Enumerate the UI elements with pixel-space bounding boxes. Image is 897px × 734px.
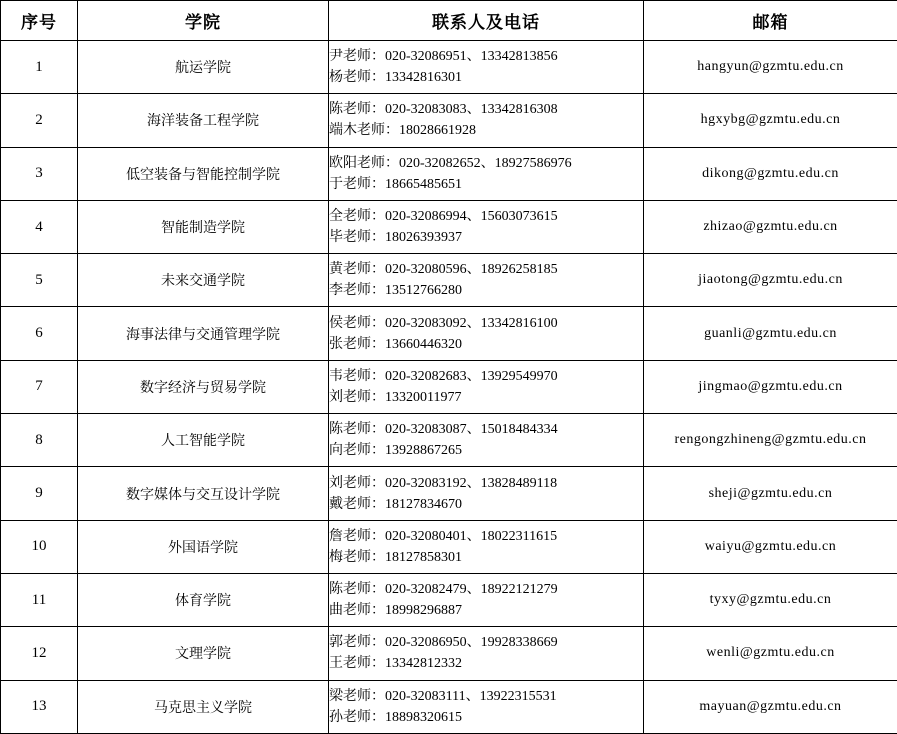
email-cell: tyxy@gzmtu.edu.cn bbox=[644, 573, 897, 626]
contact-cell bbox=[329, 573, 644, 626]
header-contact-phone: 联系人及电话 bbox=[329, 1, 644, 41]
email-cell: zhizao@gzmtu.edu.cn bbox=[644, 200, 897, 253]
row-number-cell: 3 bbox=[1, 147, 78, 200]
email-cell: waiyu@gzmtu.edu.cn bbox=[644, 520, 897, 573]
contact-line-1: 侯老师：020-32083092、13342816100 bbox=[329, 315, 558, 331]
contact-line-1: 刘老师：020-32083192、13828489118 bbox=[329, 475, 558, 491]
college-cell: 数字媒体与交互设计学院 bbox=[78, 467, 329, 520]
email-cell: wenli@gzmtu.edu.cn bbox=[644, 627, 897, 680]
college-cell: 文理学院 bbox=[78, 627, 329, 680]
email-cell: dikong@gzmtu.edu.cn bbox=[644, 147, 897, 200]
row-number-cell: 8 bbox=[1, 414, 78, 467]
contact-line-1: 欧阳老师：020-32082652、18927586976 bbox=[329, 155, 572, 171]
college-cell: 体育学院 bbox=[78, 573, 329, 626]
contact-line-2: 毕老师：18026393937 bbox=[329, 230, 462, 246]
table-row bbox=[1, 414, 897, 467]
email-cell: hgxybg@gzmtu.edu.cn bbox=[644, 94, 897, 147]
contact-line-1: 梁老师：020-32083111、13922315531 bbox=[329, 688, 557, 704]
row-number-cell: 2 bbox=[1, 94, 78, 147]
contact-cell bbox=[329, 680, 644, 733]
contact-line-2: 梅老师：18127858301 bbox=[329, 549, 462, 565]
contact-line-2: 戴老师：18127834670 bbox=[329, 496, 462, 512]
contact-cell bbox=[329, 627, 644, 680]
contact-line-2: 杨老师：13342816301 bbox=[329, 70, 462, 86]
college-cell: 海事法律与交通管理学院 bbox=[78, 307, 329, 360]
contact-line-1: 詹老师：020-32080401、18022311615 bbox=[329, 528, 558, 544]
row-number-cell: 10 bbox=[1, 520, 78, 573]
college-cell: 海洋装备工程学院 bbox=[78, 94, 329, 147]
contact-line-2: 端木老师：18028661928 bbox=[329, 123, 476, 139]
table-row bbox=[1, 467, 897, 520]
contact-line-1: 陈老师：020-32083083、13342816308 bbox=[329, 102, 558, 118]
contact-cell bbox=[329, 307, 644, 360]
college-cell: 外国语学院 bbox=[78, 520, 329, 573]
header-row bbox=[1, 1, 897, 41]
contact-line-2: 曲老师：18998296887 bbox=[329, 603, 462, 619]
college-cell: 智能制造学院 bbox=[78, 200, 329, 253]
contact-line-1: 全老师：020-32086994、15603073615 bbox=[329, 209, 558, 225]
contact-cell bbox=[329, 467, 644, 520]
row-number-cell: 13 bbox=[1, 680, 78, 733]
table-row bbox=[1, 41, 897, 94]
contact-line-1: 韦老师：020-32082683、13929549970 bbox=[329, 368, 558, 384]
contact-line-1: 郭老师：020-32086950、19928338669 bbox=[329, 635, 558, 651]
table-row bbox=[1, 520, 897, 573]
contact-line-2: 向老师：13928867265 bbox=[329, 443, 462, 459]
email-cell: rengongzhineng@gzmtu.edu.cn bbox=[644, 414, 897, 467]
row-number-cell: 1 bbox=[1, 41, 78, 94]
table-row bbox=[1, 680, 897, 733]
contact-cell bbox=[329, 94, 644, 147]
contact-cell bbox=[329, 360, 644, 413]
email-cell: mayuan@gzmtu.edu.cn bbox=[644, 680, 897, 733]
table-row bbox=[1, 360, 897, 413]
college-cell: 低空装备与智能控制学院 bbox=[78, 147, 329, 200]
contact-line-2: 刘老师：13320011977 bbox=[329, 389, 462, 405]
college-cell: 数字经济与贸易学院 bbox=[78, 360, 329, 413]
row-number-cell: 6 bbox=[1, 307, 78, 360]
email-cell: guanli@gzmtu.edu.cn bbox=[644, 307, 897, 360]
table-row bbox=[1, 147, 897, 200]
contact-line-1: 陈老师：020-32083087、15018484334 bbox=[329, 422, 558, 438]
row-number-cell: 5 bbox=[1, 254, 78, 307]
header-college: 学院 bbox=[78, 1, 329, 41]
contact-line-2: 李老师：13512766280 bbox=[329, 283, 462, 299]
contact-line-2: 张老师：13660446320 bbox=[329, 336, 462, 352]
contact-cell bbox=[329, 147, 644, 200]
college-cell: 马克思主义学院 bbox=[78, 680, 329, 733]
table-row bbox=[1, 254, 897, 307]
college-cell: 航运学院 bbox=[78, 41, 329, 94]
header-index: 序号 bbox=[1, 1, 78, 41]
email-cell: sheji@gzmtu.edu.cn bbox=[644, 467, 897, 520]
contact-line-2: 王老师：13342812332 bbox=[329, 656, 462, 672]
row-number-cell: 7 bbox=[1, 360, 78, 413]
email-cell: jiaotong@gzmtu.edu.cn bbox=[644, 254, 897, 307]
contact-line-2: 孙老师：18898320615 bbox=[329, 709, 462, 725]
table-row bbox=[1, 94, 897, 147]
contact-cell bbox=[329, 414, 644, 467]
contact-cell bbox=[329, 520, 644, 573]
row-number-cell: 11 bbox=[1, 573, 78, 626]
table-row bbox=[1, 200, 897, 253]
contact-cell bbox=[329, 41, 644, 94]
college-cell: 未来交通学院 bbox=[78, 254, 329, 307]
row-number-cell: 12 bbox=[1, 627, 78, 680]
contact-line-2: 于老师：18665485651 bbox=[329, 176, 462, 192]
contact-line-1: 陈老师：020-32082479、18922121279 bbox=[329, 582, 558, 598]
header-email: 邮箱 bbox=[644, 1, 897, 41]
contact-cell bbox=[329, 254, 644, 307]
contact-cell bbox=[329, 200, 644, 253]
table-row bbox=[1, 627, 897, 680]
table-row bbox=[1, 307, 897, 360]
row-number-cell: 4 bbox=[1, 200, 78, 253]
email-cell: jingmao@gzmtu.edu.cn bbox=[644, 360, 897, 413]
contact-line-1: 黄老师：020-32080596、18926258185 bbox=[329, 262, 558, 278]
row-number-cell: 9 bbox=[1, 467, 78, 520]
table-row bbox=[1, 573, 897, 626]
contact-line-1: 尹老师：020-32086951、13342813856 bbox=[329, 49, 558, 65]
email-cell: hangyun@gzmtu.edu.cn bbox=[644, 41, 897, 94]
college-cell: 人工智能学院 bbox=[78, 414, 329, 467]
